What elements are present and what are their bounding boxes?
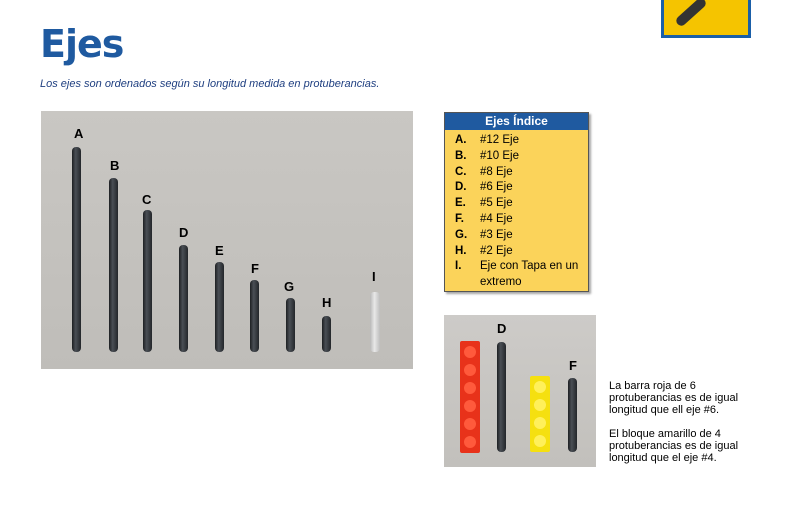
index-item xyxy=(455,165,588,181)
axle-label-g: G xyxy=(284,279,295,294)
index-letter: B. xyxy=(455,149,467,162)
axle-index-box xyxy=(444,112,589,292)
index-letter: C. xyxy=(455,165,467,178)
note-yellow-block: El bloque amarillo de 4 protuberancias es de igual longitud que el eje #4. xyxy=(609,428,739,464)
index-text: Eje con Tapa en un extremo xyxy=(480,260,579,289)
index-letter: A. xyxy=(455,134,467,146)
index-text: #12 Eje xyxy=(480,134,520,146)
axle-e xyxy=(215,262,224,352)
index-letter: F. xyxy=(455,212,464,225)
index-item xyxy=(455,196,588,212)
axle-d-compare xyxy=(497,342,506,452)
index-text: #3 Eje xyxy=(480,228,513,241)
index-letter: E. xyxy=(455,197,466,210)
axle-g xyxy=(286,298,295,352)
index-text: #5 Eje xyxy=(480,197,513,210)
index-item xyxy=(455,228,588,244)
index-text: #10 Eje xyxy=(480,149,520,162)
comparison-photo xyxy=(444,315,596,467)
index-text: #8 Eje xyxy=(480,165,513,178)
axle-label-a: A xyxy=(74,126,84,141)
axle-a xyxy=(72,147,81,352)
index-item xyxy=(455,259,588,291)
index-item xyxy=(455,133,588,149)
red-brick xyxy=(460,341,480,453)
axle-label-b: B xyxy=(110,158,120,173)
axle-i xyxy=(370,292,380,352)
axle-h xyxy=(322,316,331,352)
axle-index-list xyxy=(445,130,588,291)
page-title: Ejes xyxy=(40,22,124,66)
yellow-brick xyxy=(530,376,550,452)
axle-d xyxy=(179,245,188,352)
axle-f xyxy=(250,280,259,352)
page-subtitle: Los ejes son ordenados según su longitud medida en protuberancias. xyxy=(40,78,380,90)
index-item xyxy=(455,212,588,228)
axle-f-compare xyxy=(568,378,577,452)
index-letter: H. xyxy=(455,244,467,257)
axle-label-d: D xyxy=(179,225,189,240)
axle-label-i: I xyxy=(372,269,376,284)
index-letter: I. xyxy=(455,260,462,273)
axle-c xyxy=(143,210,152,352)
axle-b xyxy=(109,178,118,352)
axle-label-f: F xyxy=(251,261,259,276)
axle-label-e: E xyxy=(215,243,224,258)
compare-label-f: F xyxy=(569,358,577,373)
axle-label-h: H xyxy=(322,295,332,310)
compare-label-d: D xyxy=(497,321,507,336)
index-text: #4 Eje xyxy=(480,212,513,225)
index-item xyxy=(455,244,588,260)
note-red-bar: La barra roja de 6 protuberancias es de igual longitud que ell eje #6. xyxy=(609,380,739,416)
axles-photo xyxy=(41,111,413,369)
index-text: #2 Eje xyxy=(480,244,513,257)
index-text: #6 Eje xyxy=(480,181,513,194)
axle-label-c: C xyxy=(142,192,152,207)
index-letter: G. xyxy=(455,228,468,241)
axle-index-title: Ejes Índice xyxy=(445,113,588,130)
index-item xyxy=(455,149,588,165)
axle-icon[interactable] xyxy=(661,0,751,38)
index-item xyxy=(455,180,588,196)
index-letter: D. xyxy=(455,181,467,194)
